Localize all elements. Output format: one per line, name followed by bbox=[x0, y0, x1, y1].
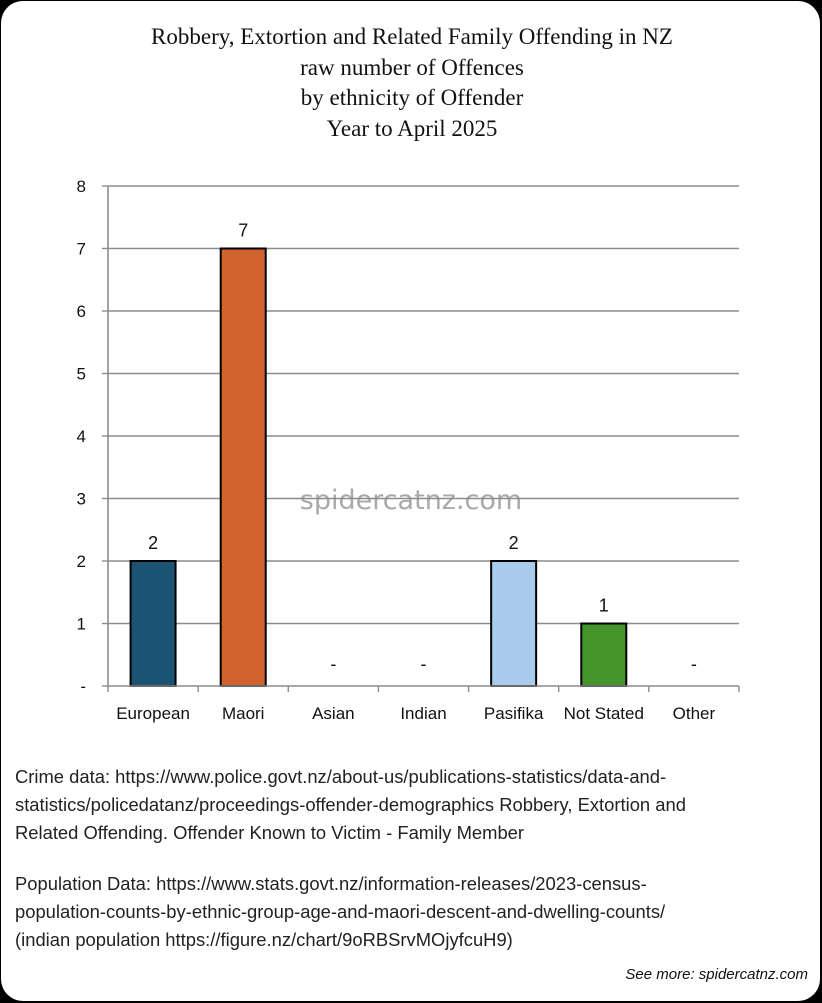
data-label: - bbox=[420, 654, 427, 674]
y-tick-label: 8 bbox=[76, 177, 86, 196]
source-notes bbox=[15, 763, 805, 954]
x-tick-label: European bbox=[116, 704, 190, 723]
x-tick-label: Asian bbox=[312, 704, 355, 723]
y-tick-label: 3 bbox=[76, 489, 86, 509]
data-label: 1 bbox=[598, 595, 609, 616]
chart-title-line-1: Robbery, Extortion and Related Family Offending in NZ bbox=[151, 24, 673, 49]
data-label: 2 bbox=[508, 533, 519, 553]
bar-maori bbox=[221, 249, 266, 687]
y-tick-label: 7 bbox=[76, 239, 86, 259]
data-label: - bbox=[690, 654, 697, 674]
y-tick-label: 5 bbox=[76, 364, 86, 384]
bar-not-stated bbox=[581, 624, 626, 687]
chart-title-line-4: Year to April 2025 bbox=[326, 115, 498, 141]
y-tick-label: 4 bbox=[76, 427, 86, 446]
bar-european bbox=[131, 561, 176, 686]
axes bbox=[102, 186, 739, 692]
y-tick-label: - bbox=[80, 677, 86, 696]
watermark: spidercatnz.com bbox=[299, 485, 523, 516]
x-tick-label: Other bbox=[672, 704, 716, 723]
crime-data-line-3: Related Offending. Offender Known to Victim - Family Member bbox=[15, 822, 525, 843]
data-label: - bbox=[330, 654, 337, 674]
crime-data-line-1: Crime data: https://www.police.govt.nz/about-us/publications-statistics/data-and- bbox=[15, 766, 667, 787]
bar-pasifika bbox=[491, 561, 536, 686]
y-tick-label: 1 bbox=[76, 614, 86, 634]
chart-title-line-2: raw number of Offences bbox=[300, 54, 524, 80]
data-label: 2 bbox=[148, 533, 159, 553]
population-data-line-2: population-counts-by-ethnic-group-age-and-maori-descent-and-dwelling-counts/ bbox=[15, 901, 666, 922]
crime-data-line-2: statistics/policedatanz/proceedings-offender-demographics Robbery, Extortion and bbox=[15, 794, 686, 815]
data-label: 7 bbox=[238, 220, 249, 241]
see-more-link[interactable]: See more: spidercatnz.com bbox=[625, 966, 808, 983]
gridlines bbox=[108, 186, 739, 624]
population-data-line-3: (indian population https://figure.nz/chart/9oRBSrvMOjyfcuH9) bbox=[15, 929, 513, 950]
bars bbox=[131, 249, 627, 687]
x-tick-label: Not Stated bbox=[563, 704, 644, 723]
population-data-line-1: Population Data: https://www.stats.govt.nz/information-releases/2023-census- bbox=[15, 873, 647, 894]
y-tick-label: 2 bbox=[76, 552, 86, 571]
y-tick-label: 6 bbox=[76, 302, 86, 321]
x-tick-label: Pasifika bbox=[483, 704, 544, 723]
x-tick-label: Indian bbox=[400, 704, 447, 723]
chart-title-line-3: by ethnicity of Offender bbox=[300, 85, 524, 110]
x-tick-label: Maori bbox=[221, 704, 265, 723]
